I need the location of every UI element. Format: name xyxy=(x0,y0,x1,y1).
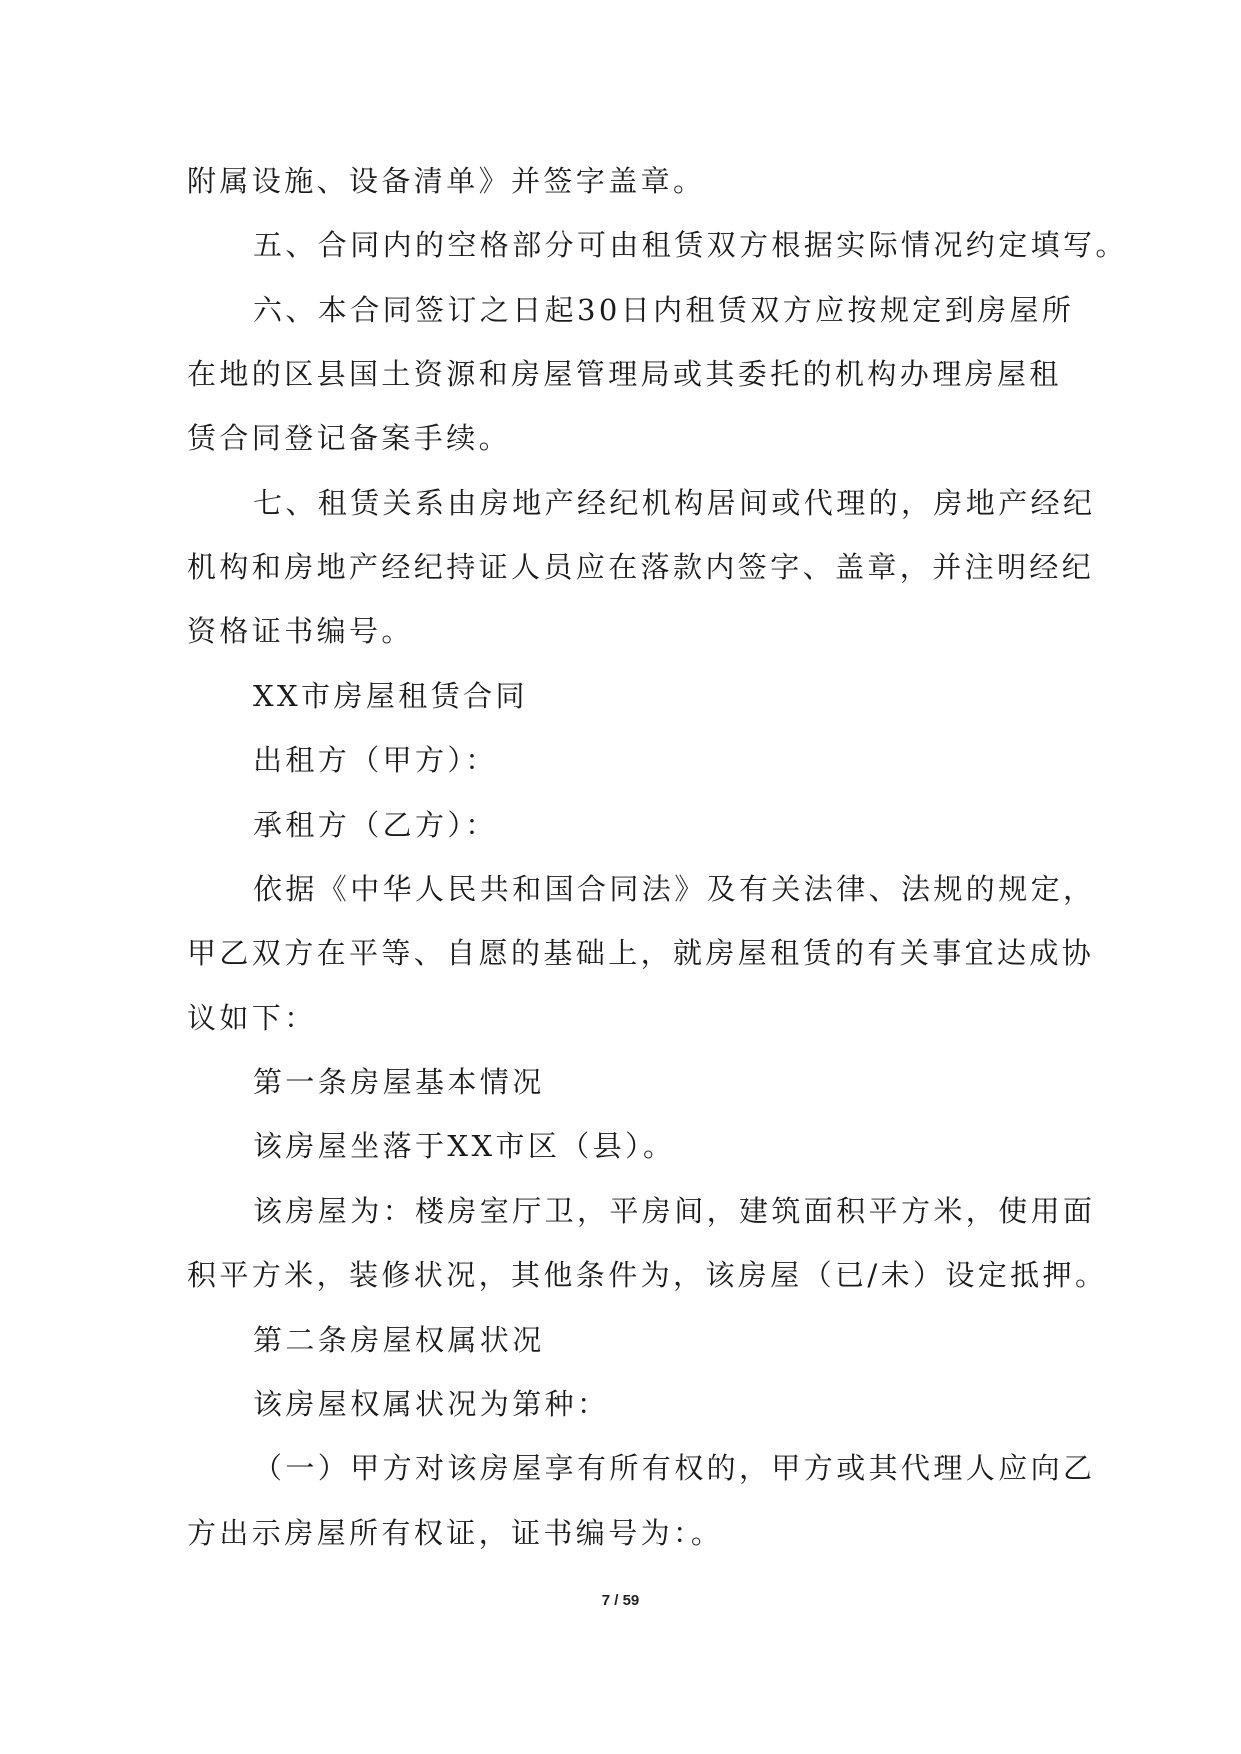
page-number: 7 / 59 xyxy=(601,1592,640,1609)
text-line: 五、合同内的空格部分可由租赁双方根据实际情况约定填写。 xyxy=(253,228,1128,262)
text-line: 附属设施、设备清单》并签字盖章。 xyxy=(187,164,706,198)
text-line: 机构和房地产经纪持证人员应在落款内签字、盖章，并注明经纪 xyxy=(187,550,1095,584)
text-line: （一）甲方对该房屋享有所有权的，甲方或其代理人应向乙 xyxy=(253,1451,1096,1485)
text-line: 该房屋坐落于XX市区（县）。 xyxy=(253,1129,676,1163)
text-line: 该房屋为：楼房室厅卫，平房间，建筑面积平方米，使用面 xyxy=(253,1194,1096,1228)
text-line: 积平方米，装修状况，其他条件为，该房屋（已/未）设定抵押。 xyxy=(187,1258,1108,1292)
text-line: 赁合同登记备案手续。 xyxy=(187,421,512,455)
text-line: 六、本合同签订之日起30日内租赁双方应按规定到房屋所 xyxy=(253,293,1075,327)
article-heading: 第二条房屋权属状况 xyxy=(253,1323,545,1357)
text-line: 甲乙双方在平等、自愿的基础上，就房屋租赁的有关事宜达成协 xyxy=(187,936,1095,970)
text-line: 该房屋权属状况为第种： xyxy=(253,1387,610,1421)
text-line: 资格证书编号。 xyxy=(187,614,414,648)
text-line: 议如下： xyxy=(187,1001,317,1035)
lessee-line: 承租方（乙方）： xyxy=(253,808,498,842)
text-line: 在地的区县国土资源和房屋管理局或其委托的机构办理房屋租 xyxy=(187,357,1062,391)
text-line: 七、租赁关系由房地产经纪机构居间或代理的，房地产经纪 xyxy=(253,486,1096,520)
article-heading: 第一条房屋基本情况 xyxy=(253,1065,545,1099)
contract-title: XX市房屋租赁合同 xyxy=(253,679,528,713)
text-line: 方出示房屋所有权证，证书编号为：。 xyxy=(187,1516,724,1550)
lessor-line: 出租方（甲方）： xyxy=(253,743,498,777)
text-line: 依据《中华人民共和国合同法》及有关法律、法规的规定， xyxy=(253,872,1096,906)
